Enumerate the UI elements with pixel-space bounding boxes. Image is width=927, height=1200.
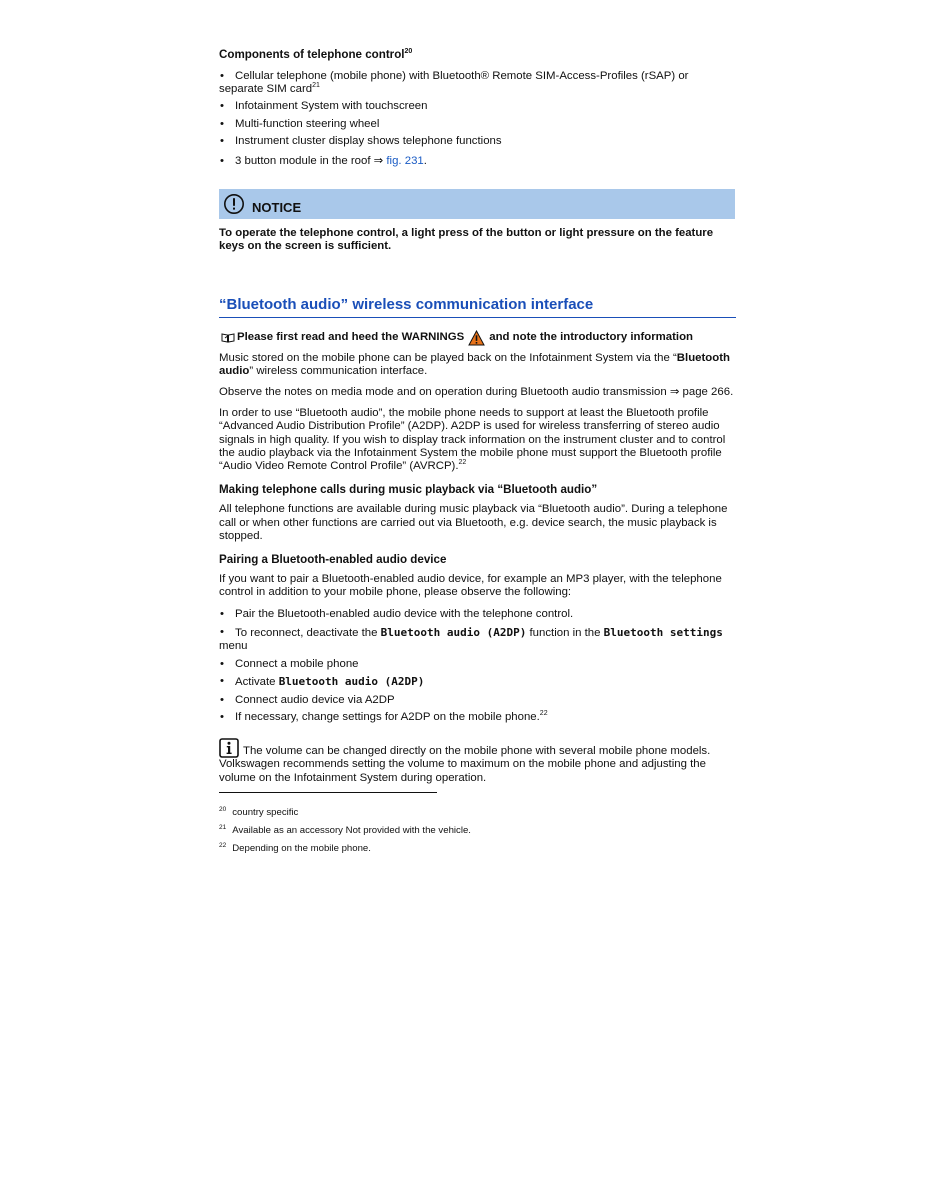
list-item-text: .: [423, 155, 427, 168]
list-item-text: If necessary, change settings for A2DP on the mobile phone.: [235, 710, 540, 723]
list-item-text: Multi-function steering wheel: [235, 117, 380, 130]
list-item-text: Pair the Bluetooth-enabled audio device with the telephone control.: [235, 607, 574, 620]
paragraph-text: ” wireless communication interface.: [249, 364, 428, 377]
info-note: [219, 738, 735, 785]
info-note-text: The volume can be changed directly on the mobile phone with several mobile phone models. Volkswagen recommends setting the volume to maximum on the mobile phone and adjusting the volume on the Infotainment System during operation.: [219, 745, 711, 784]
list-item: [219, 118, 735, 131]
list-item: [219, 626, 735, 653]
list-item-text: menu: [219, 640, 248, 653]
list-item: [219, 70, 735, 96]
footnote-ref-22[interactable]: 22: [458, 459, 467, 467]
menu-term-bluetooth-settings: Bluetooth settings: [603, 625, 723, 639]
menu-term-bluetooth-audio: Bluetooth audio (A2DP): [380, 625, 527, 639]
footnote-ref-22[interactable]: 22: [539, 710, 548, 718]
list-item-text: Cellular telephone (mobile phone) with Bluetooth® Remote SIM-Access-Profiles (rSAP) or separate SIM card: [219, 70, 689, 96]
list-item: [219, 608, 735, 621]
list-item-text: function in the: [526, 626, 604, 639]
footnote-number: 21: [219, 823, 227, 831]
paragraph-pairing: If you want to pair a Bluetooth-enabled audio device, for example an MP3 player, with the telephone control in addition to your mobile phone, please observe the following:: [219, 573, 722, 599]
info-icon: [219, 738, 239, 758]
footnote-21: [219, 824, 735, 837]
footnote-number: 20: [219, 805, 227, 813]
footnote-20: [219, 806, 735, 819]
components-list: [219, 70, 735, 168]
components-heading-text: Components of telephone control: [219, 48, 405, 61]
pairing-steps-list: [219, 608, 735, 724]
paragraph-music-playback: [219, 352, 735, 378]
manual-page: [219, 48, 735, 860]
notice-body: To operate the telephone control, a light press of the button or light pressure on the feature keys on the screen is sufficient.: [219, 227, 714, 253]
subheading-calls: Making telephone calls during music playback via “Bluetooth audio”: [219, 483, 598, 497]
menu-term-bluetooth-audio: Bluetooth audio (A2DP): [278, 675, 425, 689]
list-item-text: 3 button module in the roof ⇒: [235, 155, 387, 168]
footnote-text: country specific: [232, 806, 299, 818]
footnote-text: Available as an accessory Not provided with the vehicle.: [232, 824, 471, 836]
subheading-pairing: Pairing a Bluetooth-enabled audio device: [219, 553, 447, 567]
paragraph-text: In order to use “Bluetooth audio”, the mobile phone needs to support at least the Bluetooth profile “Advanced Audio Distribution Profile” (A2DP). A2DP is used for wireless transferring of stereo audio signals in high quality. If you wish to display track information on the instrument cluster and to control the audio playback via the Infotainment System the mobile phone must support the Bluetooth profile “Audio Video Remote Control Profile” (AVRCP).: [219, 407, 726, 473]
notice-title: NOTICE: [252, 199, 302, 215]
list-item: [219, 694, 735, 707]
list-item: [219, 658, 735, 671]
list-item-text: Instrument cluster display shows telephone functions: [235, 134, 502, 147]
paragraph-a2dp: [219, 407, 735, 473]
list-item: [219, 675, 735, 689]
list-item-text: Activate: [235, 676, 279, 689]
section-title: “Bluetooth audio” wireless communication interface: [219, 296, 736, 318]
paragraph-calls: All telephone functions are available during music playback via “Bluetooth audio”. During a telephone call or when other functions are carried out via Bluetooth, e.g. device search, the music playback is stopped.: [219, 503, 728, 542]
footnote-text: Depending on the mobile phone.: [232, 843, 371, 855]
bluetooth-audio-term: Bluetooth audio: [219, 351, 730, 377]
list-item: [219, 711, 735, 724]
paragraph-media-notes: Observe the notes on media mode and on operation during Bluetooth audio transmission ⇒ page 266.: [219, 386, 734, 399]
list-item: [219, 100, 735, 113]
footnote-divider: [219, 792, 437, 793]
list-item-text: Connect audio device via A2DP: [235, 693, 395, 706]
components-heading: [219, 48, 735, 62]
footnote-22: [219, 842, 735, 855]
footnote-ref-20[interactable]: 20: [404, 48, 413, 56]
paragraph-text: Music stored on the mobile phone can be played back on the Infotainment System via the “: [219, 351, 677, 364]
footnote-number: 22: [219, 841, 227, 849]
read-first-text-a: Please first read and heed the WARNINGS: [237, 331, 465, 344]
book-icon: [221, 332, 235, 343]
notice-icon: [223, 193, 245, 215]
footnote-ref-21[interactable]: 21: [312, 82, 320, 90]
read-first-note: [219, 330, 735, 346]
read-first-text-b: and note the introductory information: [489, 331, 694, 344]
list-item-text: Connect a mobile phone: [235, 658, 359, 671]
fig-231-link[interactable]: fig. 231: [386, 155, 424, 168]
list-item: [219, 155, 735, 168]
list-item: [219, 135, 735, 148]
list-item-text: To reconnect, deactivate the: [235, 626, 381, 639]
notice-banner: [219, 189, 735, 219]
warning-triangle-icon[interactable]: [468, 330, 485, 346]
list-item-text: Infotainment System with touchscreen: [235, 100, 428, 113]
